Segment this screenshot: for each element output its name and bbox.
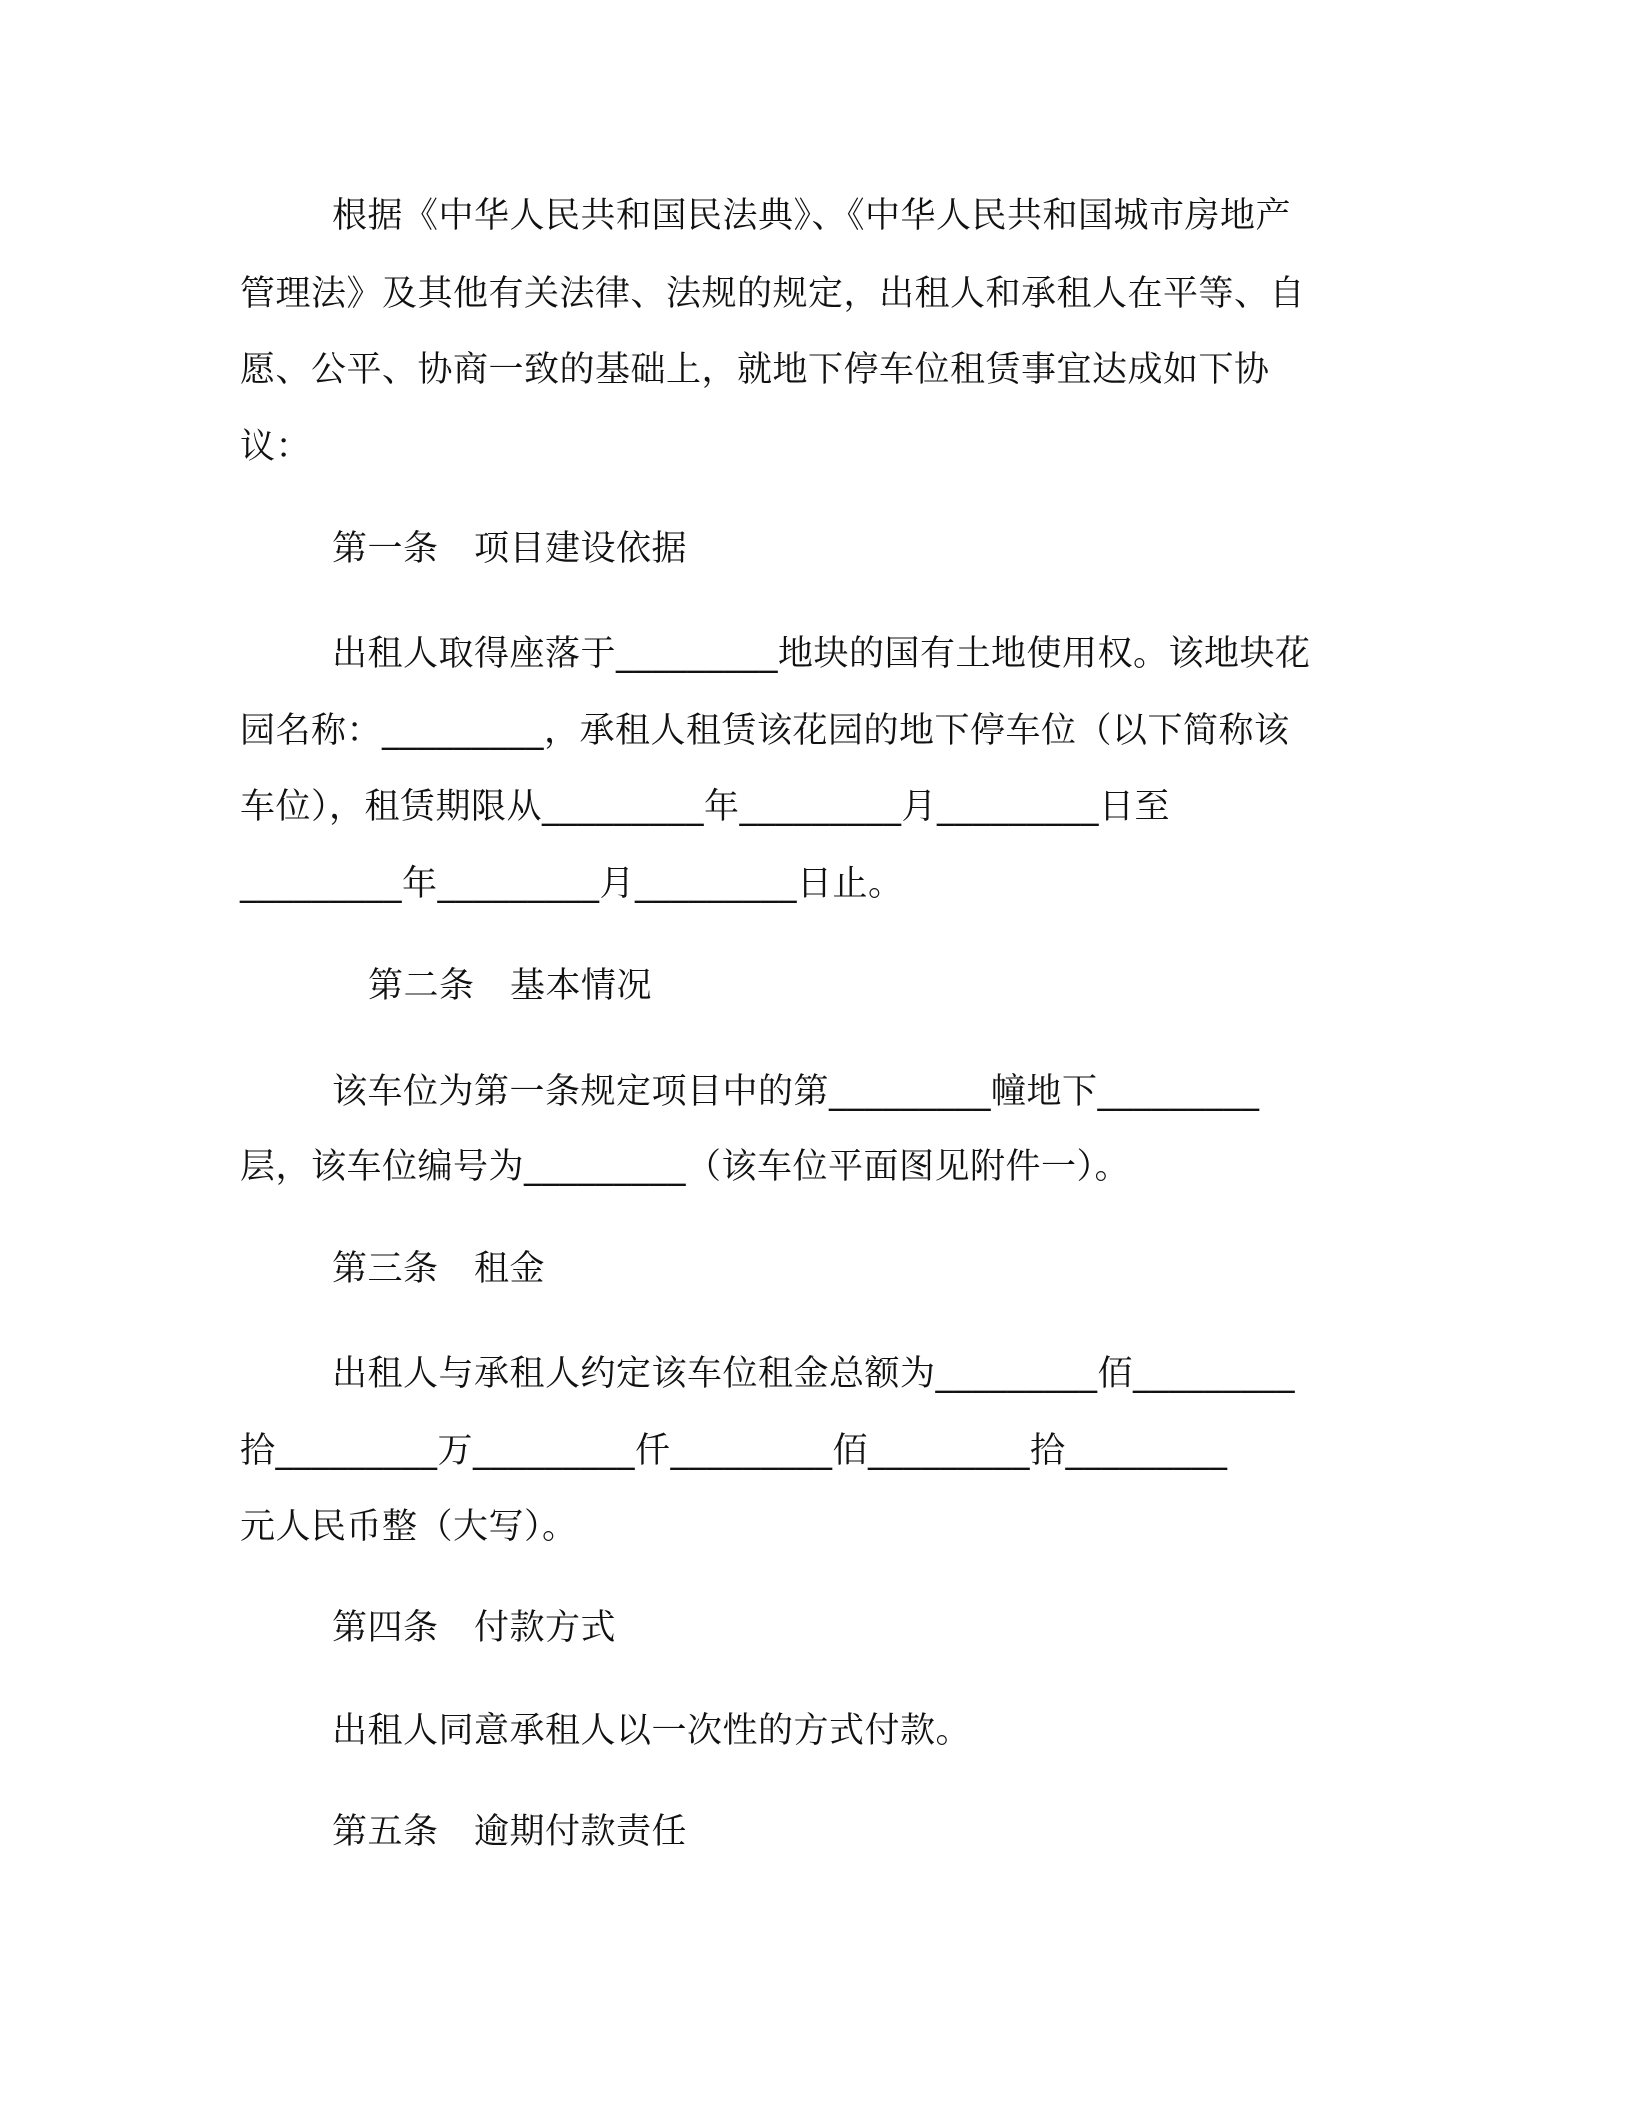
article-3-line-2: 拾_________万_________仟_________佰_________拾_________ bbox=[240, 1431, 1228, 1471]
intro-line-4: 议： bbox=[240, 427, 312, 467]
article-5-heading: 第五条 逾期付款责任 bbox=[332, 1812, 688, 1852]
article-2-line-1: 该车位为第一条规定项目中的第_________幢地下_________ bbox=[332, 1072, 1260, 1112]
intro-line-2: 管理法》及其他有关法律、法规的规定，出租人和承租人在平等、自 bbox=[240, 274, 1306, 314]
article-3-heading: 第三条 租金 bbox=[332, 1249, 546, 1289]
article-1-line-1: 出租人取得座落于_________地块的国有土地使用权。该地块花 bbox=[332, 634, 1311, 674]
article-3-line-1: 出租人与承租人约定该车位租金总额为_________佰_________ bbox=[332, 1354, 1296, 1394]
article-1-heading: 第一条 项目建设依据 bbox=[332, 529, 688, 569]
article-1-line-4: _________年_________月_________日止。 bbox=[240, 864, 904, 904]
article-1-line-2: 园名称：_________，承租人租赁该花园的地下停车位（以下简称该 bbox=[240, 711, 1290, 751]
intro-line-1: 根据《中华人民共和国民法典》、《中华人民共和国城市房地产 bbox=[332, 196, 1292, 236]
article-4-heading: 第四条 付款方式 bbox=[332, 1608, 617, 1648]
article-3-line-3: 元人民币整（大写）。 bbox=[240, 1507, 578, 1547]
article-1-line-3: 车位），租赁期限从_________年_________月_________日至 bbox=[240, 787, 1171, 827]
article-2-heading: 第二条 基本情况 bbox=[368, 966, 653, 1006]
article-2-line-2: 层，该车位编号为_________（该车位平面图见附件一）。 bbox=[240, 1147, 1131, 1187]
article-4-line-1: 出租人同意承租人以一次性的方式付款。 bbox=[332, 1711, 972, 1751]
intro-line-3: 愿、公平、协商一致的基础上，就地下停车位租赁事宜达成如下协 bbox=[240, 350, 1270, 390]
